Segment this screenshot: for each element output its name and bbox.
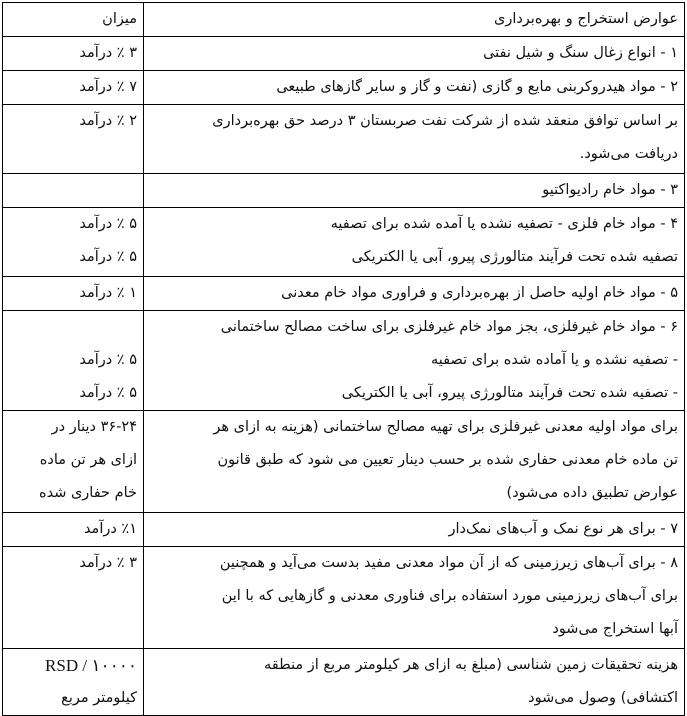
- table-row: [3, 277, 685, 311]
- table-row: [3, 174, 685, 208]
- description-line: تصفیه شده تحت فرآیند متالورژی پیرو، آبی یا الکتریکی: [351, 249, 678, 265]
- description-line: - تصفیه نشده و یا آماده شده برای تصفیه: [431, 352, 678, 368]
- description-line: اکتشافی) وصول می‌شود: [528, 690, 678, 706]
- row-description: [144, 649, 685, 716]
- description-line: ۵ - مواد خام اولیه حاصل از بهره‌برداری و فراوری مواد خام معدنی: [281, 285, 678, 301]
- row-rate: [3, 71, 144, 105]
- table-row: [3, 208, 685, 277]
- row-rate: [3, 513, 144, 547]
- header-description: [144, 3, 685, 37]
- table-header-row: [3, 3, 685, 37]
- rate-line: ٪۱ درآمد: [83, 521, 137, 537]
- rate-line: ۳۶-۲۴ دینار در: [51, 419, 137, 435]
- row-rate: [3, 547, 144, 649]
- rate-spacer: [9, 311, 137, 344]
- row-rate: [3, 105, 144, 174]
- rate-line: ۵ ٪ درآمد: [79, 249, 137, 265]
- description-line: برای آب‌های زیرزمینی مورد استفاده برای فناوری معدنی و گازهایی که با این: [221, 588, 678, 604]
- row-description: [144, 71, 685, 105]
- row-description: [144, 37, 685, 71]
- rate-line: ازای هر تن ماده: [39, 452, 137, 468]
- row-rate: [3, 208, 144, 277]
- description-line: ۱ - انواع زغال سنگ و شیل نفتی: [483, 45, 678, 61]
- rate-line: ۵ ٪ درآمد: [79, 385, 137, 401]
- rate-line: ۳ ٪ درآمد: [79, 45, 137, 61]
- description-line: عوارض تطبیق داده می‌شود): [506, 485, 678, 501]
- table-row: [3, 311, 685, 411]
- row-rate: [3, 411, 144, 513]
- description-line: - تصفیه شده تحت فرآیند متالورژی پیرو، آبی یا الکتریکی: [341, 385, 678, 401]
- table-row: [3, 105, 685, 174]
- row-rate-empty: [3, 174, 144, 208]
- table-row: [3, 37, 685, 71]
- row-description: [144, 311, 685, 411]
- header-description-text: عوارض استخراج و بهره‌برداری: [493, 11, 678, 27]
- rate-line: ۷ ٪ درآمد: [79, 79, 137, 95]
- row-description: [144, 277, 685, 311]
- description-line: ۷ - برای هر نوع نمک و آب‌های نمک‌دار: [448, 521, 678, 537]
- table-row: [3, 71, 685, 105]
- table-row: [3, 411, 685, 513]
- table-row: [3, 513, 685, 547]
- rate-line: RSD / ۱۰۰۰۰: [45, 656, 137, 675]
- description-line: ۸ - برای آب‌های زیرزمینی که از آن مواد معدنی مفید بدست می‌آید و همچنین: [219, 555, 678, 571]
- table-row: [3, 649, 685, 716]
- description-line: بر اساس توافق منعقد شده از شرکت نفت صربستان ۳ درصد حق بهره‌برداری: [212, 113, 678, 129]
- description-line: برای مواد اولیه معدنی غیرفلزی برای تهیه مصالح ساختمانی (هزینه به ازای هر: [213, 419, 678, 435]
- row-description: [144, 174, 685, 208]
- rate-line: ۲ ٪ درآمد: [79, 113, 137, 129]
- rate-line: کیلومتر مربع: [61, 690, 137, 706]
- row-description: [144, 547, 685, 649]
- row-description: [144, 513, 685, 547]
- rate-line: خام حفاری شده: [38, 485, 137, 501]
- table-row: [3, 547, 685, 649]
- mining-royalties-table: [2, 2, 685, 716]
- description-line: ۴ - مواد خام فلزی - تصفیه نشده یا آمده شده برای تصفیه: [330, 216, 678, 232]
- row-description: [144, 208, 685, 277]
- description-line: تن ماده خام معدنی حفاری شده بر حسب دینار تعیین می شود که طبق قانون: [217, 452, 678, 468]
- description-line: ۲ - مواد هیدروکربنی مایع و گازی (نفت و گاز و سایر گازهای طبیعی: [276, 79, 678, 95]
- rate-line: ۵ ٪ درآمد: [79, 216, 137, 232]
- row-rate: [3, 37, 144, 71]
- row-rate: [3, 649, 144, 716]
- description-line: ۶ - مواد خام غیرفلزی، بجز مواد خام غیرفلزی برای ساخت مصالح ساختمانی: [220, 319, 678, 335]
- rate-line: ۱ ٪ درآمد: [79, 285, 137, 301]
- header-rate-text: میزان: [102, 11, 137, 27]
- description-line: هزینه تحقیقات زمین شناسی (مبلغ به ازای هر کیلومتر مربع از منطقه: [264, 657, 678, 673]
- rate-line: ۵ ٪ درآمد: [79, 352, 137, 368]
- row-rate: [3, 277, 144, 311]
- description-line: ۳ - مواد خام رادیواکتیو: [542, 182, 678, 198]
- header-rate: [3, 3, 144, 37]
- rate-line: ۳ ٪ درآمد: [79, 555, 137, 571]
- row-description: [144, 105, 685, 174]
- description-line: آبها استخراج می‌شود: [552, 621, 678, 637]
- row-description: [144, 411, 685, 513]
- description-line: دریافت می‌شود.: [579, 146, 678, 162]
- row-rate: [3, 311, 144, 411]
